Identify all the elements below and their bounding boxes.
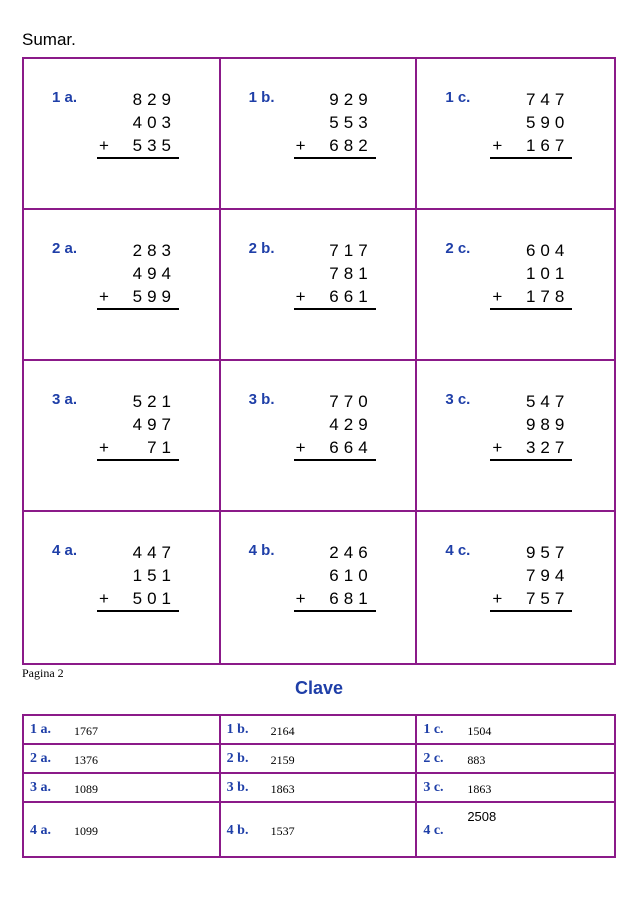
key-cell-2c: [417, 745, 614, 774]
key-label: 2 b.: [226, 751, 249, 766]
key-cell-3c: [417, 774, 614, 803]
key-answer: 1767: [74, 724, 98, 738]
key-answer: 2508: [467, 809, 497, 824]
problem-label: 3 b.: [248, 391, 275, 408]
key-answer: 2164: [270, 724, 295, 738]
addend-1: 717: [329, 241, 373, 260]
problem-1a: [24, 59, 221, 210]
key-answer: 1863: [467, 782, 492, 796]
problem-2a: [24, 210, 221, 361]
plus-sign: +: [99, 287, 109, 306]
problem-label: 4 a.: [52, 542, 78, 559]
addend-2: 794: [525, 566, 570, 585]
key-cell-2a: [24, 745, 221, 774]
key-label: 3 a.: [30, 780, 51, 795]
addend-3: 599: [132, 287, 176, 306]
addend-2: 590: [525, 113, 570, 132]
key-label: 3 c.: [423, 780, 444, 795]
sum-line: [490, 308, 572, 310]
key-label: 2 c.: [423, 751, 444, 766]
addend-1: 447: [132, 543, 176, 562]
key-cell-4c: [417, 803, 614, 856]
addend-2: 989: [525, 415, 570, 434]
key-answer: 1504: [467, 724, 492, 738]
plus-sign: +: [99, 136, 109, 155]
plus-sign: +: [99, 438, 109, 457]
problems-grid: [22, 57, 616, 665]
plus-sign: +: [492, 136, 503, 155]
problem-2b: [221, 210, 418, 361]
worksheet-title: Sumar.: [22, 30, 76, 49]
addend-2: 494: [132, 264, 176, 283]
addend-1: 604: [525, 241, 570, 260]
sum-line: [97, 308, 179, 310]
key-answer: 883: [467, 753, 486, 767]
addend-3: 535: [132, 136, 176, 155]
key-cell-1b: [221, 716, 418, 745]
addend-2: 781: [329, 264, 373, 283]
addend-1: 521: [132, 392, 176, 411]
addend-3: 757: [525, 589, 570, 608]
key-label: 4 a.: [30, 823, 51, 838]
addend-3: 167: [525, 136, 570, 155]
problem-2c: [417, 210, 614, 361]
problem-label: 3 c.: [445, 391, 471, 408]
key-label: 1 c.: [423, 722, 444, 737]
key-answer: 2159: [270, 753, 295, 767]
addend-3: 664: [329, 438, 373, 457]
addend-2: 151: [132, 566, 176, 585]
key-answer: 1863: [270, 782, 295, 796]
sum-line: [490, 459, 572, 461]
addend-1: 929: [329, 90, 373, 109]
addend-3: 327: [525, 438, 570, 457]
sum-line: [490, 610, 572, 612]
key-cell-3b: [221, 774, 418, 803]
addend-3: 71: [147, 438, 176, 457]
addend-2: 429: [329, 415, 373, 434]
plus-sign: +: [492, 287, 503, 306]
answer-key-title: Clave: [294, 678, 344, 698]
problem-label: 1 c.: [445, 89, 471, 106]
key-answer: 1089: [74, 782, 98, 796]
plus-sign: +: [295, 136, 306, 155]
plus-sign: +: [295, 287, 306, 306]
key-cell-2b: [221, 745, 418, 774]
problem-label: 4 c.: [445, 542, 471, 559]
sum-line: [97, 610, 179, 612]
key-cell-4b: [221, 803, 418, 856]
addend-2: 403: [132, 113, 176, 132]
sum-line: [490, 157, 572, 159]
answer-key-table: [22, 714, 616, 858]
addend-2: 101: [525, 264, 570, 283]
page-number: Pagina 2: [22, 666, 64, 680]
plus-sign: +: [295, 438, 306, 457]
key-label: 3 b.: [226, 780, 249, 795]
key-answer: 1537: [270, 824, 295, 838]
problem-label: 4 b.: [248, 542, 275, 559]
key-cell-1c: [417, 716, 614, 745]
key-answer: 1099: [74, 824, 98, 838]
addend-2: 497: [132, 415, 176, 434]
problem-4b: [221, 512, 418, 663]
problem-4a: [24, 512, 221, 663]
addend-1: 770: [329, 392, 373, 411]
plus-sign: +: [492, 589, 503, 608]
sum-line: [294, 308, 376, 310]
key-cell-1a: [24, 716, 221, 745]
plus-sign: +: [492, 438, 503, 457]
addend-1: 547: [525, 392, 570, 411]
key-answer: 1376: [74, 753, 98, 767]
key-label: 1 a.: [30, 722, 51, 737]
problem-1c: [417, 59, 614, 210]
addend-1: 283: [132, 241, 176, 260]
addend-1: 829: [132, 90, 176, 109]
problem-3b: [221, 361, 418, 512]
problem-label: 3 a.: [52, 391, 78, 408]
addend-3: 681: [329, 589, 373, 608]
addend-1: 957: [525, 543, 570, 562]
addend-3: 501: [132, 589, 176, 608]
key-label: 4 b.: [226, 823, 249, 838]
plus-sign: +: [99, 589, 109, 608]
key-cell-4a: [24, 803, 221, 856]
sum-line: [294, 459, 376, 461]
addend-3: 661: [329, 287, 373, 306]
problem-label: 1 b.: [248, 89, 275, 106]
problem-label: 1 a.: [52, 89, 78, 106]
sum-line: [294, 610, 376, 612]
sum-line: [294, 157, 376, 159]
problem-label: 2 c.: [445, 240, 471, 257]
key-cell-3a: [24, 774, 221, 803]
problem-4c: [417, 512, 614, 663]
key-label: 4 c.: [423, 823, 444, 838]
problem-1b: [221, 59, 418, 210]
sum-line: [97, 459, 179, 461]
key-label: 1 b.: [226, 722, 249, 737]
problem-3c: [417, 361, 614, 512]
key-label: 2 a.: [30, 751, 51, 766]
addend-3: 178: [525, 287, 570, 306]
addend-2: 610: [329, 566, 373, 585]
addend-3: 682: [329, 136, 373, 155]
addend-1: 747: [525, 90, 570, 109]
plus-sign: +: [295, 589, 306, 608]
addend-2: 553: [329, 113, 373, 132]
problem-label: 2 a.: [52, 240, 78, 257]
sum-line: [97, 157, 179, 159]
addend-1: 246: [329, 543, 373, 562]
problem-3a: [24, 361, 221, 512]
problem-label: 2 b.: [248, 240, 275, 257]
